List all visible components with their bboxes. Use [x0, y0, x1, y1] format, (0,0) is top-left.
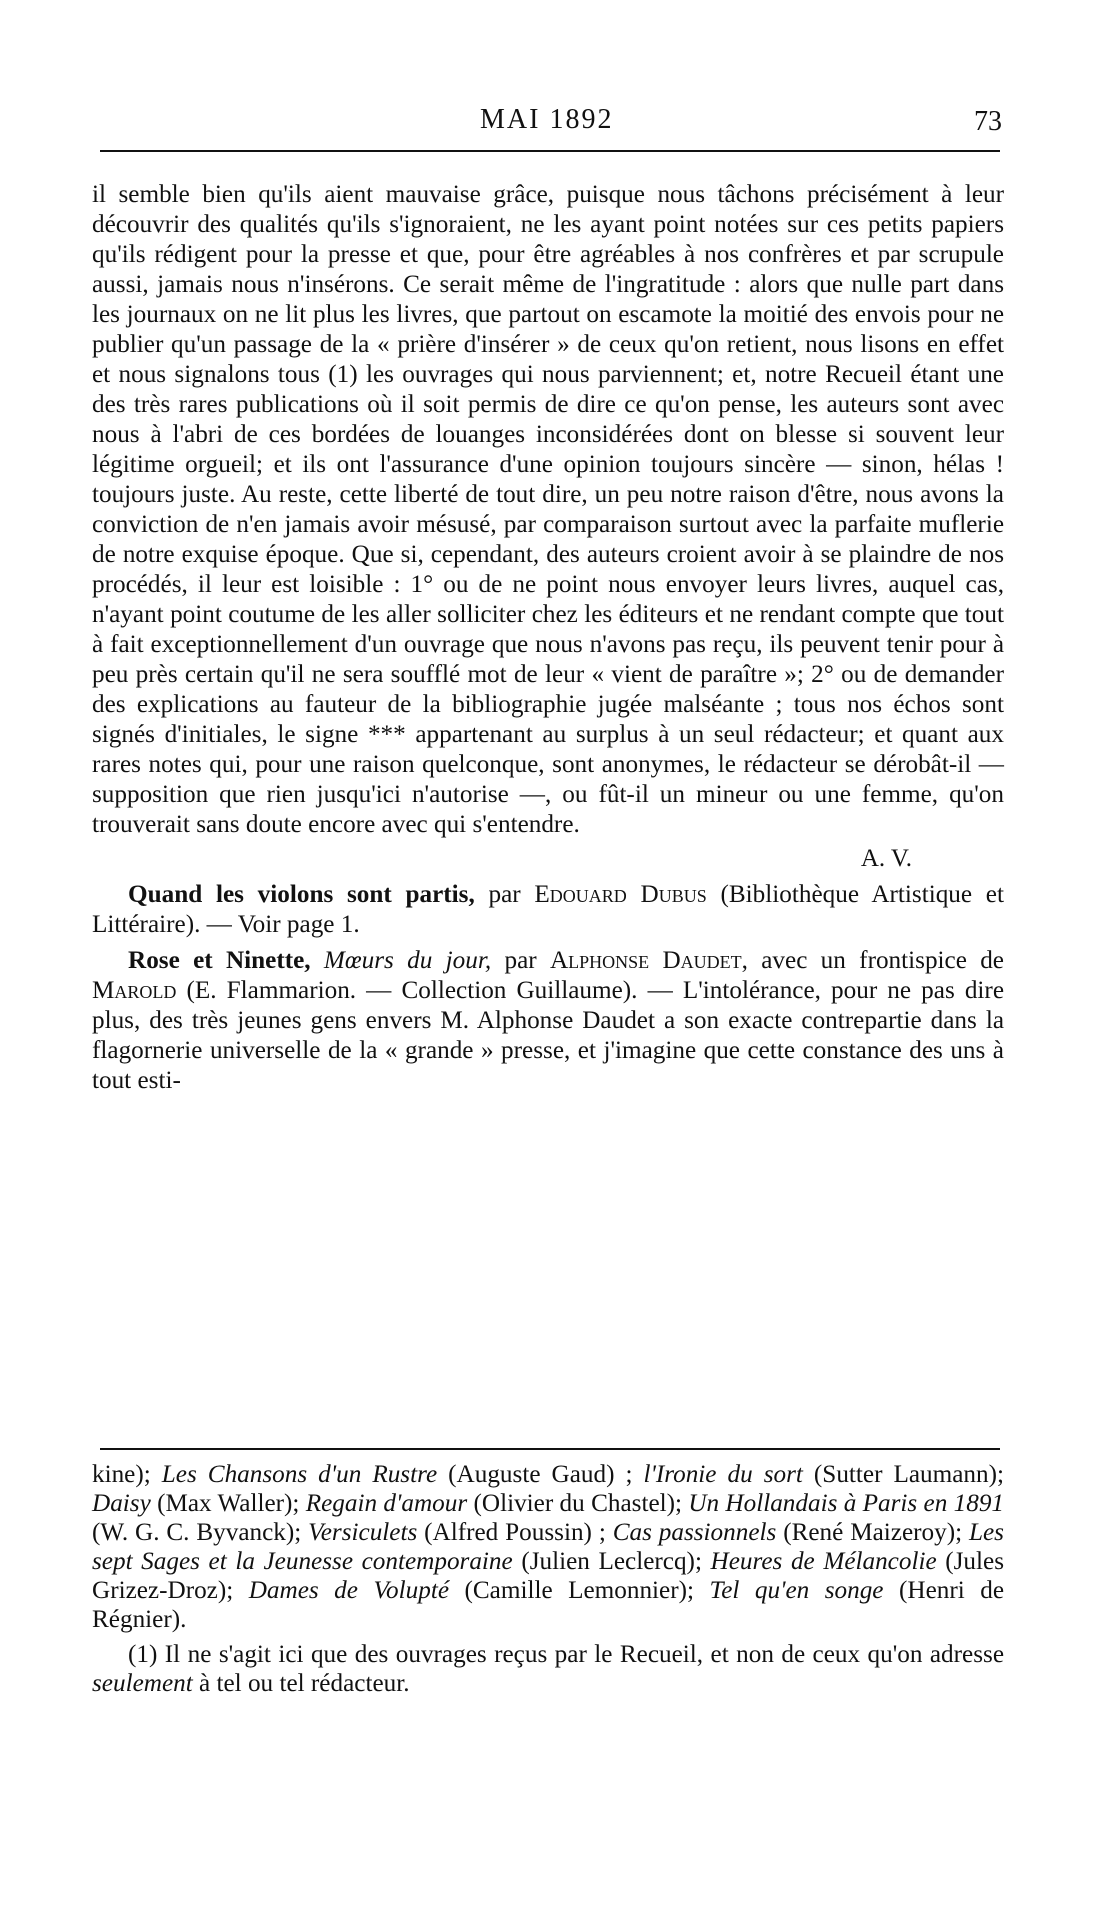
list-text: (Alfred Poussin) ;	[417, 1519, 613, 1546]
footnote	[92, 1640, 1004, 1698]
main-text-block	[92, 180, 1004, 1096]
book-title: Tel qu'en songe	[709, 1577, 884, 1604]
running-title: MAI 1892	[480, 104, 614, 135]
list-text: (Olivier du Chastel);	[467, 1490, 689, 1517]
book-title: Daisy	[92, 1490, 151, 1517]
entry-title: Quand les violons sont partis,	[128, 881, 475, 908]
footnote-rule	[100, 1448, 1000, 1450]
entry-text: (E. Flammarion. — Collection Guillaume). — L'intolérance, pour ne pas dire plus, des très jeunes gens envers M. Alphonse Daudet a son exacte contrepartie dans la flagornerie universelle de la « grande » presse, et j'imagine que cette constance des uns à tout esti-	[92, 977, 1004, 1094]
list-text: (Henri de Régnier).	[92, 1577, 1004, 1633]
entry-illustrator: Marold	[92, 977, 177, 1004]
book-entry-quand-les-violons	[92, 880, 1004, 940]
list-text: (Julien Leclercq);	[512, 1548, 711, 1575]
book-title: Regain d'amour	[305, 1490, 468, 1517]
book-title: l'Ironie du sort	[643, 1461, 803, 1488]
list-text: kine);	[92, 1461, 162, 1488]
review-paragraph: il semble bien qu'ils aient mauvaise grâce, puisque nous tâchons précisément à leur découvrir des qualités qu'ils s'ignoraient, ne les ayant point notées sur ces petits papiers qu'ils rédigent pour la presse et que, pour être agréables à nos confrères et par scrupule aussi, jamais nous n'insérons. Ce serait même de l'ingratitude : alors que nulle part dans les journaux on ne lit plus les livres, que partout on escamote la moitié des envois pour ne publier qu'un passage de la « prière d'insérer » de ceux qu'on retient, nous lisons en effet et nous signalons tous (1) les ouvrages qui nous parviennent; et, notre Recueil étant une des très rares publications où il soit permis de dire ce qu'on pense, les auteurs sont avec nous à l'abri de ces bordées de louanges inconsidérées dont on blesse si souvent leur légitime orgueil; et ils ont l'assurance d'une opinion toujours sincère — sinon, hélas ! toujours juste. Au reste, cette liberté de tout dire, un peu notre raison d'être, nous avons la conviction de n'en jamais avoir mésusé, par comparaison surtout avec la parfaite muflerie de notre exquise époque. Que si, cependant, des auteurs croient avoir à se plaindre de nos procédés, il leur est loisible : 1° ou de ne point nous envoyer leurs livres, auquel cas, n'ayant point coutume de les aller solliciter chez les éditeurs et ne rendant compte que tout à fait exceptionnellement d'un ouvrage que nous n'avons pas reçu, ils peuvent tenir pour à peu près certain qu'il ne sera soufflé mot de leur « vient de paraître »; 2° ou de demander des explications au fauteur de la bibliographie jugée malséante ; tous nos échos sont signés d'initiales, le signe *** appartenant au surplus à un seul rédacteur; et quant aux rares notes qui, pour une raison quelconque, sont anonymes, le rédacteur se dérobât-il — supposition que rien jusqu'ici n'autorise —, ou fût-il un mineur ou une femme, qu'on trouverait sans doute encore avec qui s'entendre.	[92, 181, 1004, 838]
footnote-text: à tel ou tel rédacteur.	[192, 1670, 410, 1697]
entry-by: par	[491, 947, 550, 974]
entry-text: (Bibliothèque Artistique et Littéraire). — Voir page 1.	[92, 881, 1004, 938]
header-rule	[100, 150, 1000, 152]
footnote-area	[92, 1460, 1004, 1698]
entry-subtitle: Mœurs du jour,	[310, 947, 492, 974]
book-title: Les Chansons d'un Rustre	[161, 1461, 438, 1488]
book-title: Cas passionnels	[612, 1519, 777, 1546]
list-text: (René Maizeroy);	[776, 1519, 969, 1546]
entry-author: Alphonse Daudet	[549, 947, 742, 974]
entry-by: par	[474, 881, 535, 908]
list-text: (Max Waller);	[150, 1490, 306, 1517]
book-entry-rose-et-ninette	[92, 946, 1004, 1096]
entry-title: Rose et Ninette,	[128, 947, 311, 974]
book-title: Dames de Volupté	[248, 1577, 449, 1604]
entry-author: Edouard Dubus	[534, 881, 707, 908]
list-text: (Sutter Laumann);	[802, 1461, 1004, 1488]
footnote-text: (1) Il ne s'agit ici que des ouvrages reçus par le Recueil, et non de ceux qu'on adresse	[128, 1641, 1004, 1668]
book-title: Heures de Mélancolie	[710, 1548, 937, 1575]
list-text: (Auguste Gaud) ;	[437, 1461, 644, 1488]
footnote-emphasis: seulement	[92, 1670, 193, 1697]
signature: A. V.	[860, 845, 912, 872]
list-text: (Camille Lemonnier);	[449, 1577, 710, 1604]
book-title: Un Hollandais à Paris en 1891	[688, 1490, 1005, 1517]
book-title: Les sept Sages et la Jeunesse contemporaine	[92, 1519, 1004, 1575]
book-title: Versiculets	[308, 1519, 418, 1546]
page-header	[100, 100, 1002, 150]
page-number: 73	[974, 106, 1002, 137]
list-text: (Jules Grizez-Droz);	[92, 1548, 1005, 1604]
entry-text: , avec un frontispice de	[741, 947, 1004, 974]
continued-book-list	[92, 1460, 1004, 1634]
list-text: (W. G. C. Byvanck);	[92, 1519, 309, 1546]
